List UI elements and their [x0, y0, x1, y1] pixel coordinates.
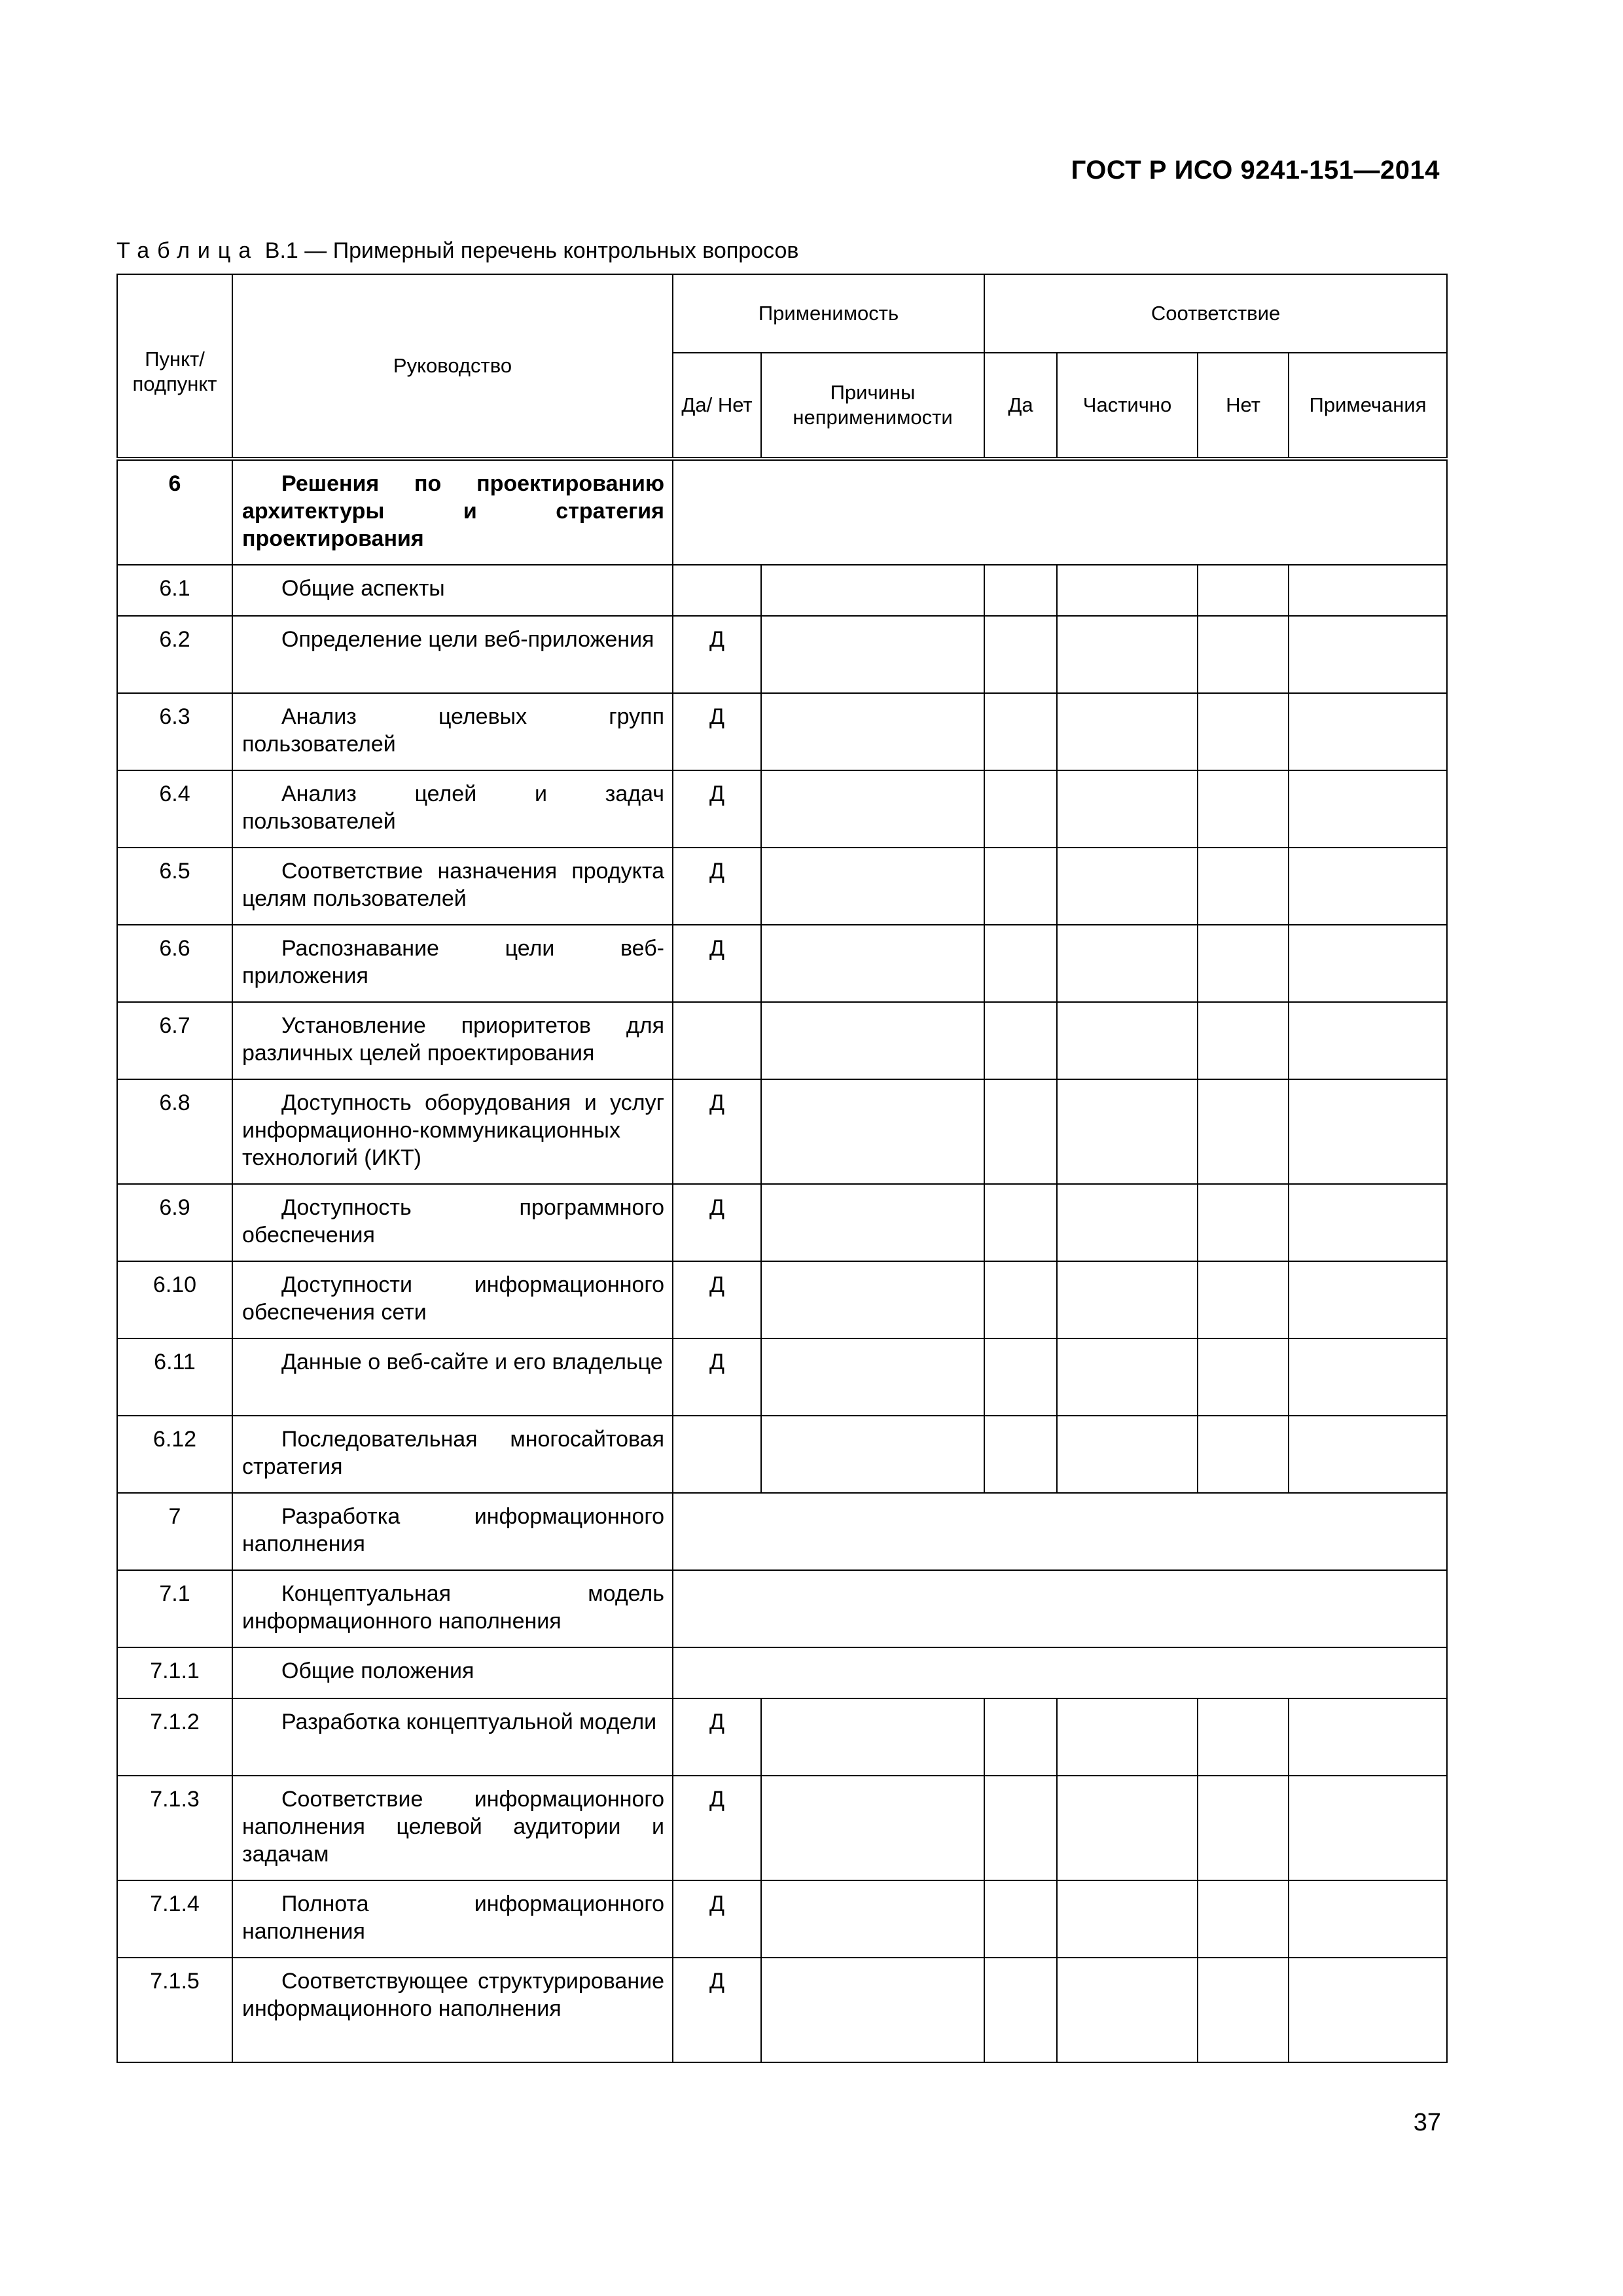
row-yes [984, 1776, 1057, 1880]
row-notes [1289, 616, 1447, 693]
table-row [117, 1079, 1447, 1184]
row-partial [1057, 1261, 1198, 1338]
row-yes-no: Д [673, 1338, 761, 1416]
row-guidance-text: Разработка концептуальной модели [281, 1710, 657, 1734]
row-number: 6.9 [117, 1184, 232, 1261]
row-notes [1289, 770, 1447, 848]
row-number: 6.3 [117, 693, 232, 770]
row-reasons [761, 1698, 984, 1776]
row-merged-cell [673, 459, 1447, 565]
row-no [1198, 565, 1289, 616]
row-yes-no: Д [673, 1261, 761, 1338]
row-guidance [232, 1958, 673, 2062]
row-guidance [232, 1647, 673, 1698]
row-partial [1057, 616, 1198, 693]
row-number: 6.11 [117, 1338, 232, 1416]
table-row [117, 1958, 1447, 2062]
row-guidance-text: Соответствие назначения продукта целям пользователей [242, 859, 664, 911]
row-yes-no [673, 565, 761, 616]
row-number: 6.2 [117, 616, 232, 693]
row-no [1198, 848, 1289, 925]
row-yes [984, 925, 1057, 1002]
row-merged-cell [673, 1493, 1447, 1570]
row-no [1198, 1338, 1289, 1416]
table-row [117, 693, 1447, 770]
row-guidance-text: Последовательная многосайтовая стратегия [242, 1427, 664, 1479]
row-reasons [761, 616, 984, 693]
row-partial [1057, 1698, 1198, 1776]
row-partial [1057, 565, 1198, 616]
row-reasons [761, 565, 984, 616]
row-yes [984, 616, 1057, 693]
row-guidance-text: Доступность оборудования и услуг информационно-коммуникационных технологий (ИКТ) [242, 1090, 664, 1170]
table-row [117, 1570, 1447, 1647]
row-no [1198, 1416, 1289, 1493]
row-merged-cell [673, 1647, 1447, 1698]
row-yes [984, 770, 1057, 848]
table-row [117, 1416, 1447, 1493]
row-reasons [761, 1958, 984, 2062]
row-reasons [761, 1079, 984, 1184]
row-guidance-text: Решения по проектированию архитектуры и стратегия проектирования [242, 471, 664, 551]
row-yes [984, 1698, 1057, 1776]
row-partial [1057, 770, 1198, 848]
row-partial [1057, 925, 1198, 1002]
row-number: 6 [117, 459, 232, 565]
header-conformance: Соответствие [984, 274, 1447, 353]
row-partial [1057, 1002, 1198, 1079]
row-partial [1057, 1416, 1198, 1493]
table-row [117, 565, 1447, 616]
row-guidance [232, 1338, 673, 1416]
row-yes [984, 1002, 1057, 1079]
row-no [1198, 1079, 1289, 1184]
row-partial [1057, 1880, 1198, 1958]
row-yes-no: Д [673, 1880, 761, 1958]
row-partial [1057, 1079, 1198, 1184]
checklist-table [116, 274, 1448, 2063]
row-number: 7.1.3 [117, 1776, 232, 1880]
row-guidance-text: Определение цели веб-приложения [281, 627, 654, 652]
row-number: 7.1 [117, 1570, 232, 1647]
row-number: 7.1.1 [117, 1647, 232, 1698]
table-row [117, 848, 1447, 925]
row-yes-no: Д [673, 1184, 761, 1261]
row-reasons [761, 848, 984, 925]
row-notes [1289, 565, 1447, 616]
row-guidance-text: Анализ целевых групп пользователей [242, 704, 664, 757]
table-row [117, 1647, 1447, 1698]
caption-prefix: Таблица [116, 238, 259, 263]
table-row [117, 1002, 1447, 1079]
row-guidance [232, 616, 673, 693]
row-yes-no: Д [673, 925, 761, 1002]
row-notes [1289, 1079, 1447, 1184]
header-notes: Примечания [1289, 353, 1447, 459]
row-yes-no: Д [673, 1079, 761, 1184]
row-notes [1289, 1261, 1447, 1338]
row-number: 6.5 [117, 848, 232, 925]
table-body [117, 459, 1447, 2062]
row-guidance-text: Концептуальная модель информационного наполнения [242, 1581, 664, 1634]
row-guidance [232, 459, 673, 565]
row-yes-no: Д [673, 1698, 761, 1776]
row-guidance [232, 693, 673, 770]
row-partial [1057, 1184, 1198, 1261]
row-guidance [232, 925, 673, 1002]
row-yes-no: Д [673, 616, 761, 693]
row-yes-no: Д [673, 1776, 761, 1880]
row-guidance [232, 565, 673, 616]
row-number: 6.10 [117, 1261, 232, 1338]
row-notes [1289, 1698, 1447, 1776]
table-row [117, 1698, 1447, 1776]
row-guidance [232, 1493, 673, 1570]
row-guidance-text: Полнота информационного наполнения [242, 1892, 664, 1944]
row-guidance [232, 1570, 673, 1647]
row-notes [1289, 848, 1447, 925]
page-number: 37 [1413, 2109, 1441, 2136]
table-row [117, 1338, 1447, 1416]
row-yes [984, 1184, 1057, 1261]
row-yes-no [673, 1416, 761, 1493]
row-notes [1289, 1416, 1447, 1493]
row-guidance-text: Распознавание цели веб-приложения [242, 936, 664, 988]
row-guidance-text: Общие аспекты [281, 576, 445, 601]
row-partial [1057, 1338, 1198, 1416]
row-no [1198, 1184, 1289, 1261]
row-guidance [232, 1880, 673, 1958]
row-number: 6.7 [117, 1002, 232, 1079]
row-number: 6.6 [117, 925, 232, 1002]
row-no [1198, 925, 1289, 1002]
row-reasons [761, 1338, 984, 1416]
table-row [117, 770, 1447, 848]
header-reasons: Причины неприменимости [761, 353, 984, 459]
row-guidance [232, 770, 673, 848]
row-yes-no: Д [673, 1958, 761, 2062]
table-row [117, 1776, 1447, 1880]
row-no [1198, 1880, 1289, 1958]
header-no: Нет [1198, 353, 1289, 459]
row-number: 6.4 [117, 770, 232, 848]
table-row [117, 1880, 1447, 1958]
row-yes-no: Д [673, 770, 761, 848]
row-guidance-text: Данные о веб-сайте и его владельце [281, 1350, 663, 1374]
row-no [1198, 1776, 1289, 1880]
row-yes-no: Д [673, 693, 761, 770]
row-yes-no [673, 1002, 761, 1079]
row-notes [1289, 1958, 1447, 2062]
row-yes [984, 1079, 1057, 1184]
row-no [1198, 1261, 1289, 1338]
row-guidance [232, 1776, 673, 1880]
row-reasons [761, 1184, 984, 1261]
row-reasons [761, 1880, 984, 1958]
row-yes-no: Д [673, 848, 761, 925]
row-reasons [761, 1416, 984, 1493]
table-row [117, 459, 1447, 565]
row-guidance [232, 848, 673, 925]
row-number: 6.8 [117, 1079, 232, 1184]
table-row [117, 1261, 1447, 1338]
table-row [117, 925, 1447, 1002]
row-yes [984, 1338, 1057, 1416]
row-reasons [761, 925, 984, 1002]
row-guidance-text: Установление приоритетов для различных целей проектирования [242, 1013, 664, 1066]
document-header: ГОСТ Р ИСО 9241-151—2014 [1071, 156, 1440, 185]
row-number: 7.1.5 [117, 1958, 232, 2062]
row-number: 7.1.4 [117, 1880, 232, 1958]
row-reasons [761, 770, 984, 848]
row-guidance [232, 1698, 673, 1776]
row-partial [1057, 693, 1198, 770]
row-guidance [232, 1416, 673, 1493]
row-no [1198, 1698, 1289, 1776]
row-guidance-text: Соответствие информационного наполнения целевой аудитории и задачам [242, 1787, 664, 1867]
header-yes-no: Да/ Нет [673, 353, 761, 459]
table-row [117, 1184, 1447, 1261]
row-notes [1289, 925, 1447, 1002]
row-notes [1289, 1002, 1447, 1079]
row-yes [984, 1958, 1057, 2062]
row-reasons [761, 1776, 984, 1880]
table-row [117, 616, 1447, 693]
table-caption [116, 238, 798, 264]
row-merged-cell [673, 1570, 1447, 1647]
row-guidance-text: Общие положения [281, 1659, 474, 1683]
header-item: Пункт/ подпункт [117, 274, 232, 459]
row-guidance [232, 1261, 673, 1338]
row-number: 7.1.2 [117, 1698, 232, 1776]
row-guidance-text: Разработка информационного наполнения [242, 1504, 664, 1556]
row-yes [984, 1416, 1057, 1493]
row-yes [984, 693, 1057, 770]
row-number: 6.12 [117, 1416, 232, 1493]
row-reasons [761, 1002, 984, 1079]
row-number: 7 [117, 1493, 232, 1570]
header-yes: Да [984, 353, 1057, 459]
row-reasons [761, 693, 984, 770]
row-guidance-text: Доступность программного обеспечения [242, 1195, 664, 1247]
row-reasons [761, 1261, 984, 1338]
row-partial [1057, 1776, 1198, 1880]
row-notes [1289, 1880, 1447, 1958]
row-notes [1289, 1184, 1447, 1261]
row-guidance-text: Анализ целей и задач пользователей [242, 781, 664, 834]
row-notes [1289, 1338, 1447, 1416]
row-yes [984, 1880, 1057, 1958]
row-guidance [232, 1002, 673, 1079]
header-applicability: Применимость [673, 274, 984, 353]
row-yes [984, 565, 1057, 616]
row-no [1198, 1002, 1289, 1079]
row-partial [1057, 848, 1198, 925]
row-notes [1289, 1776, 1447, 1880]
row-guidance-text: Доступности информационного обеспечения сети [242, 1272, 664, 1325]
table-row [117, 1493, 1447, 1570]
row-guidance [232, 1079, 673, 1184]
caption-text: В.1 — Примерный перечень контрольных вопросов [264, 238, 799, 263]
row-guidance-text: Соответствующее структурирование информационного наполнения [242, 1969, 664, 2021]
header-partial: Частично [1057, 353, 1198, 459]
row-no [1198, 616, 1289, 693]
row-partial [1057, 1958, 1198, 2062]
row-yes [984, 1261, 1057, 1338]
row-no [1198, 770, 1289, 848]
row-no [1198, 1958, 1289, 2062]
row-no [1198, 693, 1289, 770]
row-notes [1289, 693, 1447, 770]
row-number: 6.1 [117, 565, 232, 616]
row-guidance [232, 1184, 673, 1261]
row-yes [984, 848, 1057, 925]
header-guidance: Руководство [232, 274, 673, 459]
